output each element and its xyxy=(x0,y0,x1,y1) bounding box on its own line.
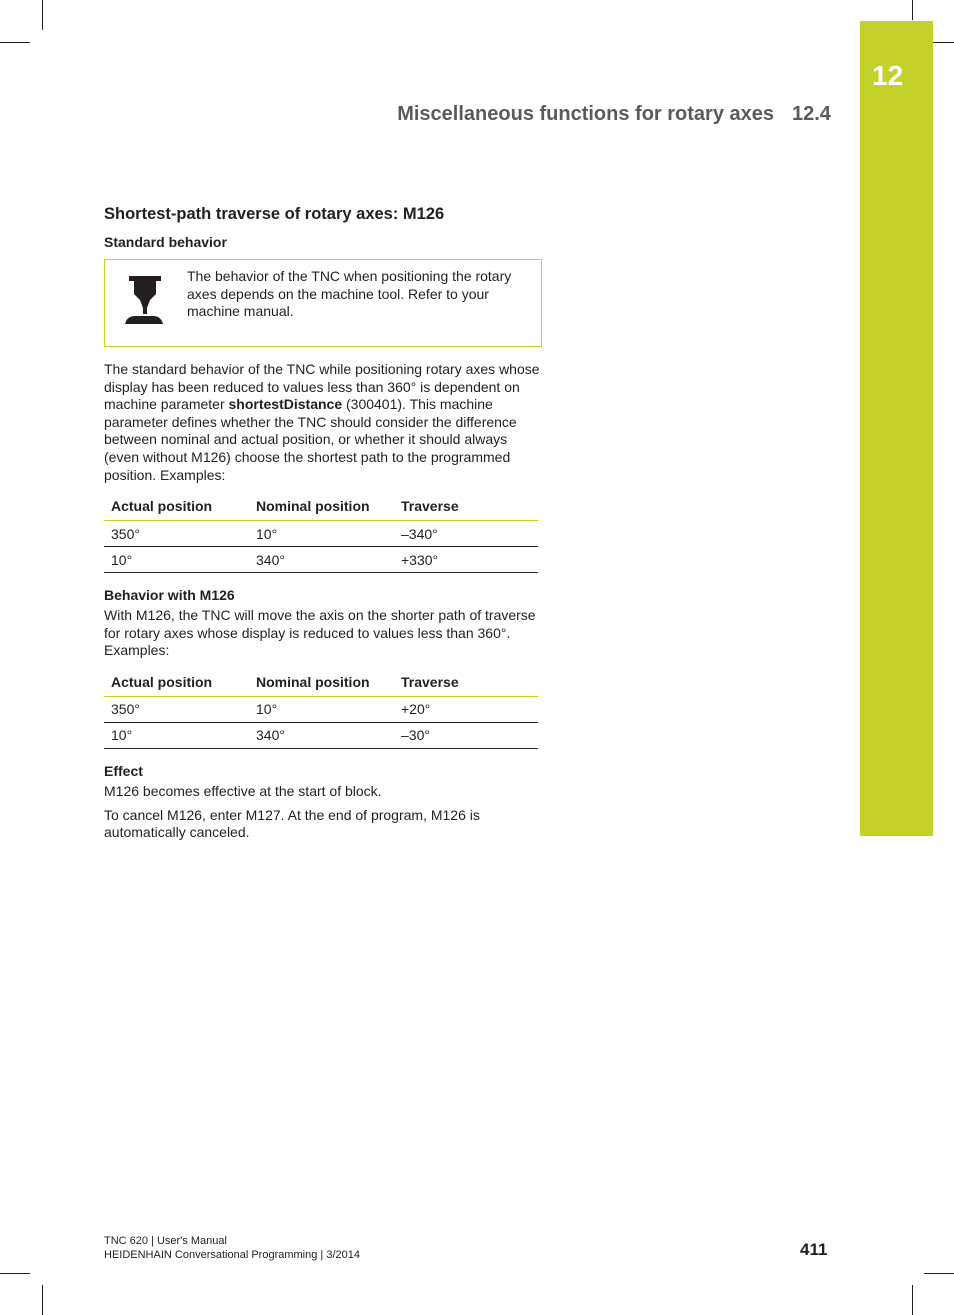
table-cell: 10° xyxy=(104,547,249,573)
crop-mark xyxy=(0,42,30,43)
effect-heading: Effect xyxy=(104,762,143,779)
table-standard-examples xyxy=(104,494,538,573)
crop-mark xyxy=(912,1285,913,1315)
running-header-title: Miscellaneous functions for rotary axes xyxy=(397,103,774,125)
column-header: Nominal position xyxy=(249,494,394,521)
column-header: Actual position xyxy=(104,670,249,697)
table-header-row xyxy=(104,494,538,521)
table-row xyxy=(104,547,538,573)
m126-behavior-paragraph: With M126, the TNC will move the axis on the shorter path of traverse for rotary axes whose display is reduced to values less than 360°. Examples: xyxy=(104,607,536,659)
table-row xyxy=(104,696,538,722)
running-header-section: 12.4 xyxy=(792,103,831,125)
m126-behavior-heading: Behavior with M126 xyxy=(104,587,235,604)
column-header: Traverse xyxy=(394,670,538,697)
crop-mark xyxy=(924,1273,954,1274)
crop-mark xyxy=(0,1273,30,1274)
note-text: The behavior of the TNC when positioning the rotary axes depends on the machine tool. Refer to your machine manual. xyxy=(187,268,512,320)
table-cell: –340° xyxy=(394,521,538,547)
crop-mark xyxy=(42,1285,43,1315)
machine-note-box xyxy=(104,259,542,347)
page-footer xyxy=(104,1235,360,1262)
table-m126-examples xyxy=(104,670,538,749)
crop-mark xyxy=(42,0,43,30)
page-number: 411 xyxy=(800,1240,828,1259)
paragraph-text: (300401). This machine parameter defines whether the TNC should consider the difference between nominal and actual position, or whether it should always (even without M126) choose the shortest path to the programmed position. Examples: xyxy=(104,396,517,483)
footer-line-1: TNC 620 | User's Manual xyxy=(104,1235,227,1247)
table-cell: 350° xyxy=(104,696,249,722)
column-header: Actual position xyxy=(104,494,249,521)
chapter-number: 12 xyxy=(872,60,904,91)
table-cell: –30° xyxy=(394,722,538,748)
column-header: Nominal position xyxy=(249,670,394,697)
parameter-name: shortestDistance xyxy=(228,396,343,413)
chapter-tab xyxy=(860,21,933,836)
standard-behavior-paragraph xyxy=(104,361,542,484)
section-title: Shortest-path traverse of rotary axes: M126 xyxy=(104,205,445,223)
machine-tool-icon xyxy=(125,272,163,324)
effect-paragraph-2: To cancel M126, enter M127. At the end of program, M126 is automatically canceled. xyxy=(104,806,480,841)
table-cell: +330° xyxy=(394,547,538,573)
table-cell: +20° xyxy=(394,696,538,722)
table-row xyxy=(104,722,538,748)
table-header-row xyxy=(104,670,538,697)
table-cell: 10° xyxy=(249,696,394,722)
standard-behavior-heading: Standard behavior xyxy=(104,234,227,250)
crop-mark xyxy=(912,0,913,20)
column-header: Traverse xyxy=(394,494,538,521)
effect-paragraph-1: M126 becomes effective at the start of block. xyxy=(104,782,382,799)
table-cell: 350° xyxy=(104,521,249,547)
footer-line-2: HEIDENHAIN Conversational Programming | 3/2014 xyxy=(104,1248,360,1261)
table-cell: 340° xyxy=(249,722,394,748)
table-cell: 10° xyxy=(249,521,394,547)
table-cell: 10° xyxy=(104,722,249,748)
paragraph-text: The standard behavior of the TNC while positioning rotary axes whose display has been reduced to values less than 360° is dependent on machine parameter xyxy=(104,361,540,413)
table-row xyxy=(104,521,538,547)
table-cell: 340° xyxy=(249,547,394,573)
main-content xyxy=(104,205,542,842)
